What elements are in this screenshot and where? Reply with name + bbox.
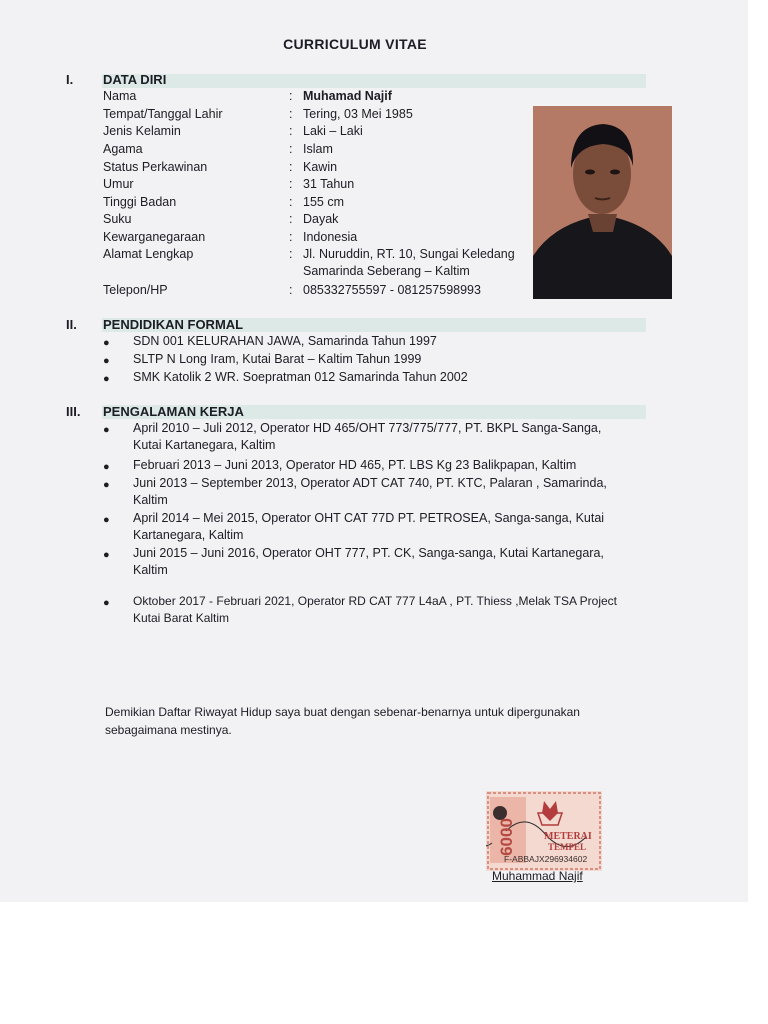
stamp-label-meterai: METERAI: [544, 831, 592, 842]
value-jenis-kelamin: Laki – Laki: [303, 124, 363, 138]
list-item-continuation: Kutai Kartanegara, Kaltim: [133, 438, 276, 452]
colon: :: [289, 89, 293, 103]
list-item-continuation: Kartanegara, Kaltim: [133, 528, 244, 542]
stamp-serial: F-ABBAJX296934602: [504, 854, 588, 864]
value-tempat-tanggal-lahir: Tering, 03 Mei 1985: [303, 107, 413, 121]
value-telepon: 085332755597 - 081257598993: [303, 283, 481, 297]
value-alamat-line1: Jl. Nuruddin, RT. 10, Sungai Keledang: [303, 247, 515, 261]
label-tempat-tanggal-lahir: Tempat/Tanggal Lahir: [103, 107, 223, 121]
colon: :: [289, 247, 293, 261]
value-tinggi-badan: 155 cm: [303, 195, 344, 209]
label-umur: Umur: [103, 177, 134, 191]
value-status-perkawinan: Kawin: [303, 160, 338, 174]
colon: :: [289, 124, 293, 138]
colon: :: [289, 212, 293, 226]
meterai-stamp: [486, 791, 602, 871]
list-item-continuation: Kaltim: [133, 563, 168, 577]
bullet-icon: ●: [103, 424, 110, 436]
label-telepon: Telepon/HP: [103, 283, 168, 297]
stamp-amount: 6000: [497, 818, 516, 856]
closing-statement: Demikian Daftar Riwayat Hidup saya buat dengan sebenar-benarnya untuk dipergunakan sebagaimana mestinya.: [105, 705, 580, 737]
list-item: Juni 2013 – September 2013, Operator ADT CAT 740, PT. KTC, Palaran , Samarinda,: [133, 476, 607, 490]
colon: :: [289, 283, 293, 297]
list-item: Oktober 2017 - Februari 2021, Operator RD CAT 777 L4aA , PT. Thiess ,Melak TSA Project: [133, 594, 618, 608]
colon: :: [289, 230, 293, 244]
label-tinggi-badan: Tinggi Badan: [103, 195, 177, 209]
value-nama: Muhamad Najif: [303, 89, 392, 103]
list-item: SLTP N Long Iram, Kutai Barat – Kaltim Tahun 1999: [133, 352, 422, 366]
value-alamat-line2: Samarinda Seberang – Kaltim: [303, 264, 470, 278]
label-kewarganegaraan: Kewarganegaraan: [103, 230, 206, 244]
label-alamat-lengkap: Alamat Lengkap: [103, 247, 194, 261]
list-item: April 2010 – Juli 2012, Operator HD 465/OHT 773/775/777, PT. BKPL Sanga-Sanga,: [133, 421, 602, 435]
label-agama: Agama: [103, 142, 143, 156]
section-title-experience: PENGALAMAN KERJA: [103, 404, 244, 419]
list-item: Juni 2015 – Juni 2016, Operator OHT 777, PT. CK, Sanga-sanga, Kutai Kartanegara,: [133, 546, 604, 560]
value-umur: 31 Tahun: [303, 177, 355, 191]
list-item: SDN 001 KELURAHAN JAWA, Samarinda Tahun 1997: [133, 334, 437, 348]
label-jenis-kelamin: Jenis Kelamin: [103, 124, 181, 138]
profile-photo: [533, 106, 672, 299]
signature-name: Muhammad Najif: [492, 869, 583, 883]
stamp-label-tempel: TEMPEL: [548, 842, 587, 852]
bullet-icon: ●: [103, 461, 110, 473]
bullet-icon: ●: [103, 514, 110, 526]
colon: :: [289, 142, 293, 156]
section-title-education: PENDIDIKAN FORMAL: [103, 317, 244, 332]
colon: :: [289, 107, 293, 121]
document-title: CURRICULUM VITAE: [283, 36, 427, 52]
bullet-icon: ●: [103, 549, 110, 561]
bullet-icon: ●: [103, 337, 110, 349]
person-portrait-icon: [533, 106, 672, 299]
section-number-education: II.: [66, 317, 77, 332]
colon: :: [289, 160, 293, 174]
value-suku: Dayak: [303, 212, 339, 226]
list-item: Februari 2013 – Juni 2013, Operator HD 465, PT. LBS Kg 23 Balikpapan, Kaltim: [133, 458, 577, 472]
list-item-continuation: Kutai Barat Kaltim: [133, 611, 230, 625]
bullet-icon: ●: [103, 373, 110, 385]
bullet-icon: ●: [103, 597, 110, 609]
label-status-perkawinan: Status Perkawinan: [103, 160, 208, 174]
page-edge: [748, 0, 768, 902]
list-item-continuation: Kaltim: [133, 493, 168, 507]
colon: :: [289, 195, 293, 209]
value-agama: Islam: [303, 142, 333, 156]
list-item: April 2014 – Mei 2015, Operator OHT CAT 77D PT. PETROSEA, Sanga-sanga, Kutai: [133, 511, 605, 525]
bullet-icon: ●: [103, 479, 110, 491]
value-kewarganegaraan: Indonesia: [303, 230, 358, 244]
bullet-icon: ●: [103, 355, 110, 367]
label-suku: Suku: [103, 212, 132, 226]
section-number-experience: III.: [66, 404, 81, 419]
section-band-personal: [102, 74, 646, 88]
section-title-personal: DATA DIRI: [103, 72, 167, 87]
list-item: SMK Katolik 2 WR. Soepratman 012 Samarinda Tahun 2002: [133, 370, 468, 384]
label-nama: Nama: [103, 89, 137, 103]
colon: :: [289, 177, 293, 191]
section-number-personal: I.: [66, 72, 74, 87]
